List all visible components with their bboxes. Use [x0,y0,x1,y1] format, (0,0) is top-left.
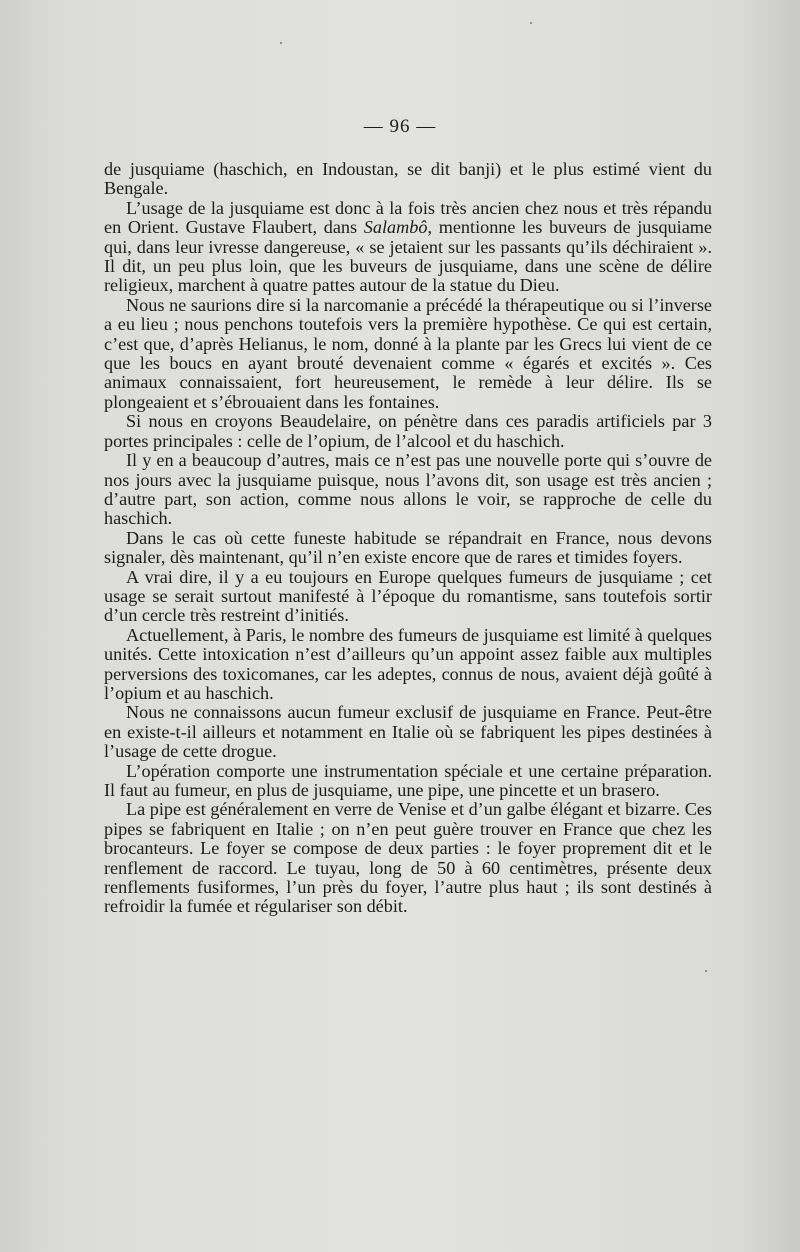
paragraph: de jusquiame (haschich, en Indoustan, se dit banji) et le plus estimé vient du Bengale. [104,159,712,199]
paper-speck [530,22,532,24]
paragraph: A vrai dire, il y a eu toujours en Europe quelques fumeurs de jusquiame ; cet usage se serait surtout manifesté à l’époque du romantisme, sans toutefois sortir d’un cercle très restreint d’initiés. [104,566,712,626]
paragraph: Nous ne saurions dire si la narcomanie a précédé la thérapeutique ou si l’inverse a eu lieu ; nous penchons toutefois vers la première hypothèse. Ce qui est certain, c’est que, d’après Helianus, le nom, donné à la plante par les Grecs lui vient de ce que les boucs en ayant brouté devenaient comme « égarés et excités ». Ces animaux connaissaient, fort heureusement, le remède à leur délire. Ils se plongeaient et s’ébrouaient dans les fontaines. [104,294,712,412]
paragraph: L’usage de la jusquiame est donc à la fois très ancien chez nous et très répandu en Orient. Gustave Flaubert, dans Salambô, mentionne les buveurs de jusquiame qui, dans leur ivresse dangereuse, « se jetaient sur les passants qu’ils déchiraient ». Il dit, un peu plus loin, que les buveurs de jusquiame, dans une scène de délire religieux, marchent à quatre pattes autour de la statue du Dieu. [104,197,712,296]
paragraph: L’opération comporte une instrumentation spéciale et une certaine préparation. Il faut au fumeur, en plus de jusquiame, une pipe, une pincette et un brasero. [104,760,712,800]
paragraph: Nous ne connaissons aucun fumeur exclusif de jusquiame en France. Peut-être en existe-t-il ailleurs et notamment en Italie où se fabriquent les pipes destinées à l’usage de cette drogue. [104,702,712,762]
paragraph: Actuellement, à Paris, le nombre des fumeurs de jusquiame est limité à quelques unités. Cette intoxication n’est d’ailleurs qu’un appoint assez faible aux multiples perversions des toxicomanes, car les adeptes, connus de nous, avaient déjà goûté à l’opium et au haschich. [104,624,712,703]
paper-speck [705,970,707,972]
paragraph: Dans le cas où cette funeste habitude se répandrait en France, nous devons signaler, dès maintenant, qu’il n’en existe encore que de rares et timides foyers. [104,527,712,568]
page-number: — 96 — [363,116,437,137]
paragraph: Si nous en croyons Beaudelaire, on pénètre dans ces paradis artificiels par 3 portes principales : celle de l’opium, de l’alcool et du haschich. [104,411,712,451]
paragraph: Il y en a beaucoup d’autres, mais ce n’est pas une nouvelle porte qui s’ouvre de nos jours avec la jusquiame puisque, nous l’avons dit, son usage est très ancien ; d’autre part, son action, comme nous allons le voir, se rapproche de celle du haschich. [104,450,712,529]
book-title: Salambô [363,217,428,238]
paper-speck [280,42,282,44]
paragraph: La pipe est généralement en verre de Venise et d’un galbe élégant et bizarre. Ces pipes se fabriquent en Italie ; on n’en peut guère trouver en France que chez les brocanteurs. Le foyer se compose de deux parties : le foyer proprement dit et le renflement de raccord. Le tuyau, long de 50 à 60 centimètres, présente deux renflements fusiformes, l’un près du foyer, l’autre plus haut ; ils sont destinés à refroidir la fumée et régulariser son débit. [104,799,712,917]
body-text [104,160,712,917]
